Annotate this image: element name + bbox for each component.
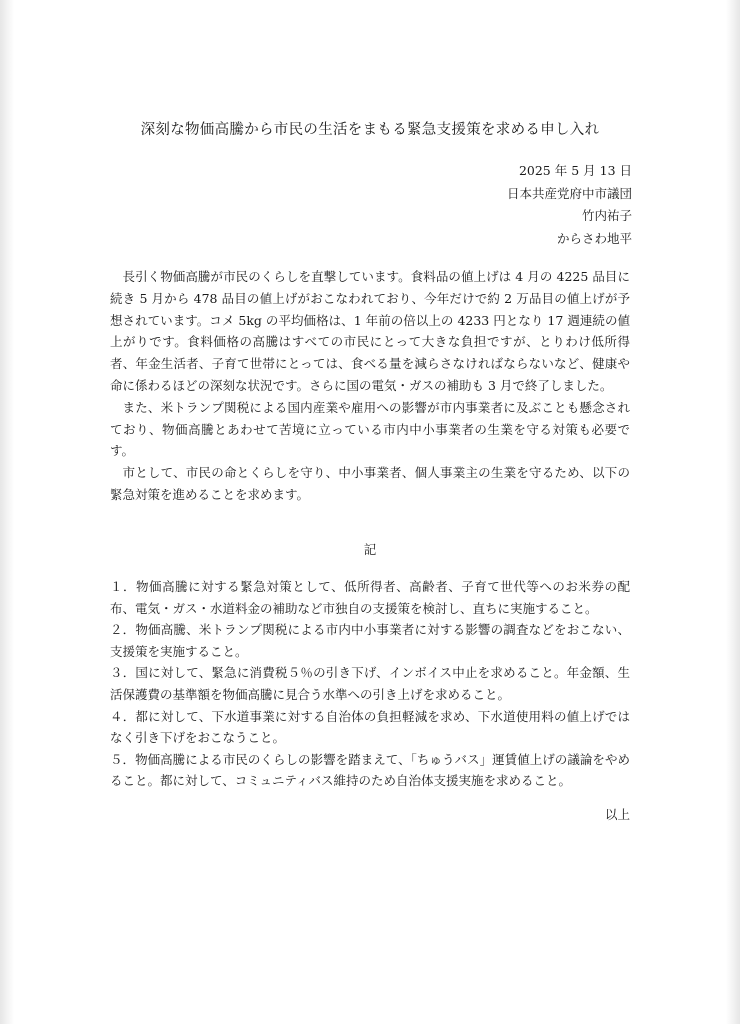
sender-organization: 日本共産党府中市議団 <box>506 185 632 201</box>
request-item: １．物価高騰に対する緊急対策として、低所得者、高齢者、子育て世代等へのお米券の配布、電気・ガス・水道料金の補助など市独自の支援策を検討し、直ちに実施すること。 <box>110 579 630 616</box>
page-edge-left <box>0 0 14 1024</box>
body-paragraph: 市として、市民の命とくらしを守り、中小事業者、個人事業主の生業を守るため、以下の緊急対策を進めることを求めます。 <box>110 465 630 502</box>
request-items-list <box>110 576 630 792</box>
body-paragraph: また、米トランプ関税による国内産業や雇用への影響が市内事業者に及ぶことも懸念されており、物価高騰とあわせて苦境に立っている市内中小事業者の生業を守る対策も必要です。 <box>110 399 630 459</box>
body-text <box>110 266 630 506</box>
request-item: ２．物価高騰、米トランプ関税による市内中小事業者に対する影響の調査などをおこない、支援策を実施すること。 <box>110 622 630 659</box>
document-title: 深刻な物価高騰から市民の生活をまもる緊急支援策を求める申し入れ <box>140 122 600 138</box>
request-item: ４．都に対して、下水道事業に対する自治体の負担軽減を求め、下水道使用料の値上げではなく引き下げをおこなうこと。 <box>110 708 630 746</box>
document-date: 2025 年 5 月 13 日 <box>518 163 632 178</box>
sender-block <box>507 160 632 250</box>
sender-member-karasawa: からさわ地平 <box>556 230 632 246</box>
request-item: ５．物価高騰による市民のくらしの影響を踏まえて、「ちゅうバス」運賃値上げの議論をやめること。都に対して、コミュニティバス維持のため自治体支援実施を求めること。 <box>110 751 630 789</box>
request-item: ３．国に対して、緊急に消費税５％の引き下げ、インボイス中止を求めること。年金額、生活保護費の基準額を物価高騰に見合う水準への引き上げを求めること。 <box>110 665 630 702</box>
page-edge-right <box>726 0 740 1024</box>
body-paragraph: 長引く物価高騰が市民のくらしを直撃しています。食料品の値上げは 4 月の 4225 品目に続き 5 月から 478 品目の値上げがおこなわれており、今年だけで約 2 万品目の値上げが予想されています。コメ 5kg の平均価格は、1 年前の倍以上の 4233 円となり 17 週連続の値上がりです。食料価格の高騰はすべての市民にとって大きな負担ですが、とりわけ低所得者、年金生活者、子育て世帯にとっては、食べる量を減らさなければならないなど、健康や命に係わるほどの深刻な状況です。さらに国の電気・ガスの補助も 3 月で終了しました。 <box>110 269 630 393</box>
ki-heading: 記 <box>363 542 377 557</box>
sender-member-takeuchi: 竹内祐子 <box>581 208 632 223</box>
closing-mark: 以上 <box>604 807 630 822</box>
